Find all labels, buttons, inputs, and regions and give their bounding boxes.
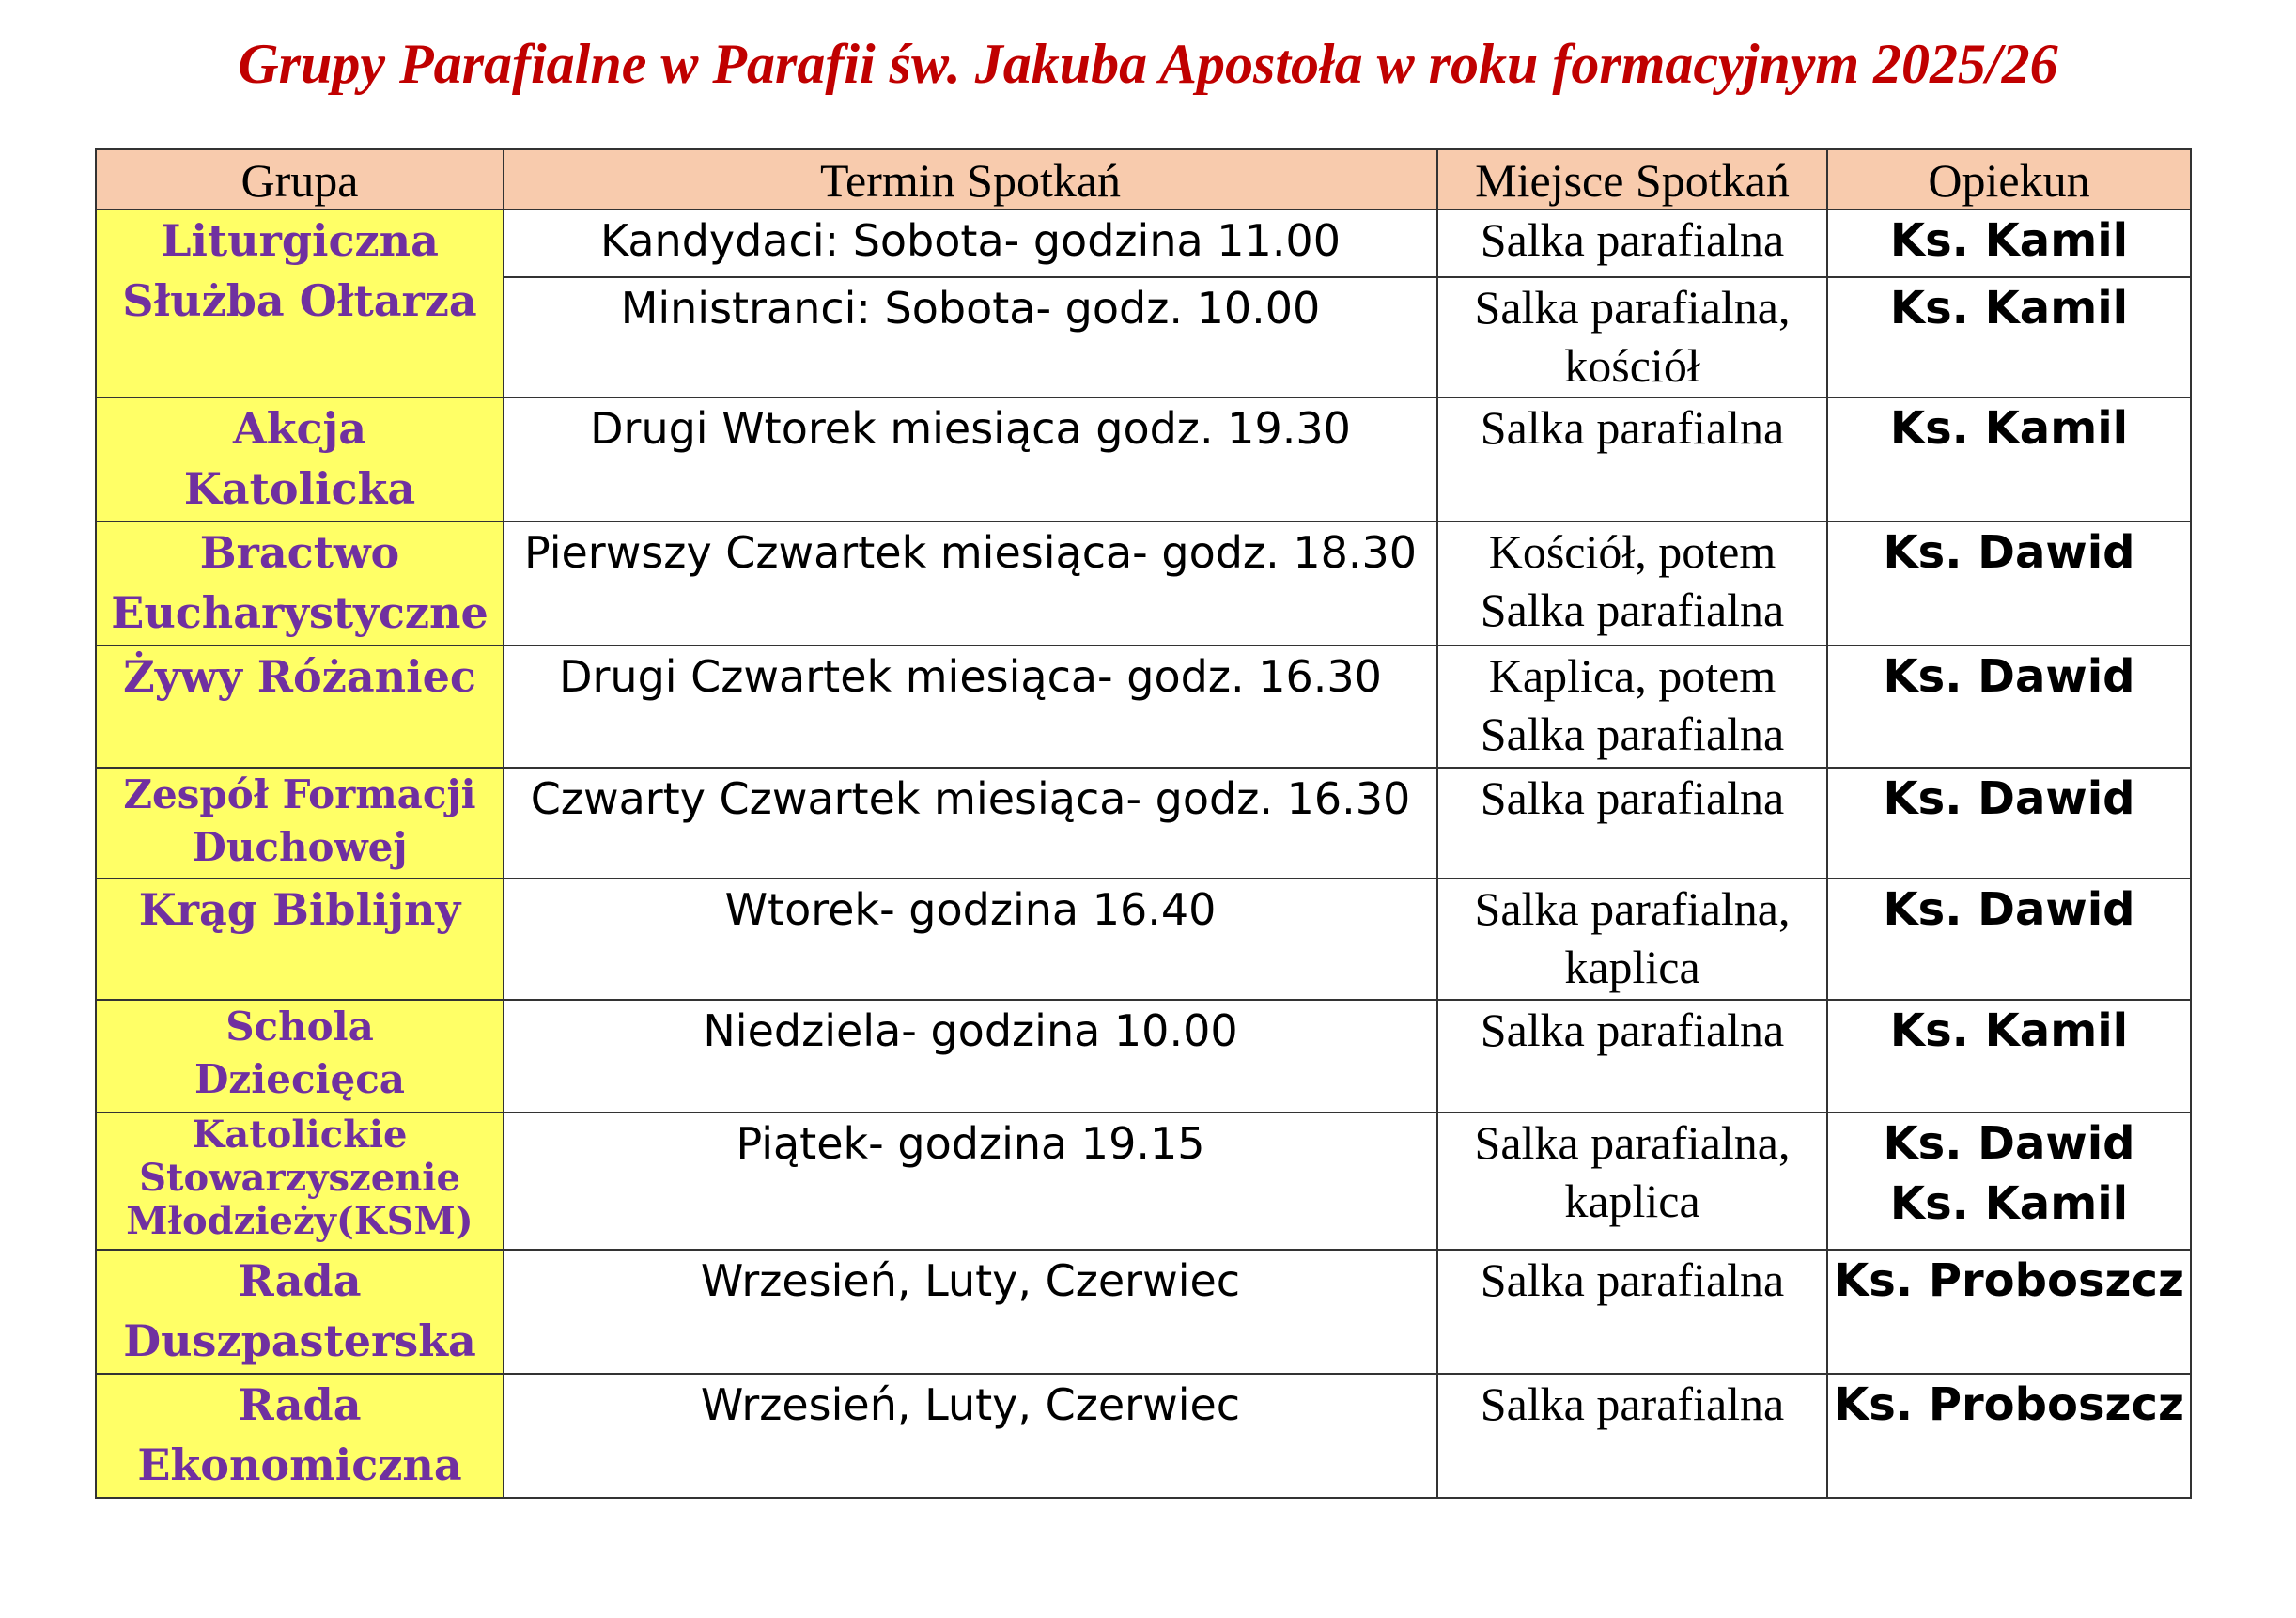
header-term: Termin Spotkań <box>504 149 1437 210</box>
keeper-line: Ks. Dawid <box>1883 650 2135 703</box>
keeper-line: Ks. Dawid <box>1883 883 2135 936</box>
place-cell <box>1437 1112 1827 1250</box>
term-cell: Czwarty Czwartek miesiąca- godz. 16.30 <box>504 768 1437 879</box>
keeper-line: Ks. Dawid <box>1883 772 2135 825</box>
table-row <box>96 1374 2191 1498</box>
table-row <box>96 646 2191 768</box>
place-line: Salka parafialna <box>1480 1253 1785 1306</box>
place-line: Salka parafialna <box>1480 708 1785 760</box>
group-cell <box>96 1374 504 1498</box>
place-line: kościół <box>1564 339 1700 392</box>
keeper-cell <box>1827 210 2191 277</box>
group-name-line: Żywy Różaniec <box>123 651 476 702</box>
term-cell: Pierwszy Czwartek miesiąca- godz. 18.30 <box>504 521 1437 646</box>
keeper-cell <box>1827 521 2191 646</box>
term-cell: Wrzesień, Luty, Czerwiec <box>504 1374 1437 1498</box>
group-cell <box>96 646 504 768</box>
table-row <box>96 1112 2191 1250</box>
keeper-cell <box>1827 397 2191 521</box>
term-cell: Wrzesień, Luty, Czerwiec <box>504 1250 1437 1374</box>
group-name-line: Katolicka <box>183 463 416 514</box>
place-line: Salka parafialna <box>1480 771 1785 824</box>
header-group: Grupa <box>96 149 504 210</box>
term-cell: Piątek- godzina 19.15 <box>504 1112 1437 1250</box>
group-name-line: Dziecięca <box>194 1056 405 1102</box>
group-cell <box>96 1250 504 1374</box>
group-name-line: Bractwo <box>199 527 400 578</box>
place-line: Salka parafialna, <box>1474 1116 1791 1169</box>
group-name-line: Stowarzyszenie <box>139 1156 460 1200</box>
place-cell <box>1437 879 1827 1000</box>
place-cell <box>1437 1374 1827 1498</box>
group-name-line: Akcja <box>232 403 367 454</box>
group-cell <box>96 879 504 1000</box>
place-line: Salka parafialna <box>1480 1003 1785 1056</box>
place-line: Salka parafialna <box>1480 213 1785 266</box>
place-cell <box>1437 397 1827 521</box>
keeper-cell <box>1827 646 2191 768</box>
group-name-line: Krąg Biblijny <box>138 884 461 935</box>
group-name-line: Eucharystyczne <box>111 587 489 638</box>
group-name-line: Rada <box>238 1255 362 1306</box>
place-line: Salka parafialna, <box>1474 281 1791 334</box>
place-line: kaplica <box>1564 941 1700 993</box>
group-name-line: Schola <box>225 1003 374 1050</box>
keeper-cell <box>1827 1250 2191 1374</box>
keeper-cell <box>1827 277 2191 397</box>
group-cell <box>96 397 504 521</box>
group-name-line: Duchowej <box>192 824 408 870</box>
place-cell <box>1437 277 1827 397</box>
group-cell <box>96 210 504 397</box>
group-name-line: Ekonomiczna <box>137 1439 462 1490</box>
table-row <box>96 210 2191 277</box>
group-name-line: Młodzieży(KSM) <box>126 1199 473 1243</box>
header-keeper: Opiekun <box>1827 149 2191 210</box>
place-line: Salka parafialna <box>1480 1377 1785 1430</box>
term-cell: Kandydaci: Sobota- godzina 11.00 <box>504 210 1437 277</box>
table-row <box>96 1250 2191 1374</box>
table-row <box>96 521 2191 646</box>
table-header-row <box>96 149 2191 210</box>
table-row <box>96 1000 2191 1112</box>
table-row <box>96 768 2191 879</box>
group-name-line: Służba Ołtarza <box>122 275 477 326</box>
keeper-line: Ks. Proboszcz <box>1834 1254 2184 1307</box>
keeper-line: Ks. Kamil <box>1889 1004 2129 1057</box>
place-line: Kaplica, potem <box>1488 649 1776 702</box>
keeper-cell <box>1827 1374 2191 1498</box>
header-place: Miejsce Spotkań <box>1437 149 1827 210</box>
place-cell <box>1437 646 1827 768</box>
term-cell: Niedziela- godzina 10.00 <box>504 1000 1437 1112</box>
group-cell <box>96 521 504 646</box>
keeper-cell <box>1827 768 2191 879</box>
group-name-line: Katolickie <box>192 1112 408 1157</box>
term-cell: Wtorek- godzina 16.40 <box>504 879 1437 1000</box>
keeper-line: Ks. Kamil <box>1889 214 2129 267</box>
table-row <box>96 879 2191 1000</box>
place-line: kaplica <box>1564 1175 1700 1227</box>
keeper-cell <box>1827 1000 2191 1112</box>
place-cell <box>1437 768 1827 879</box>
term-cell: Ministranci: Sobota- godz. 10.00 <box>504 277 1437 397</box>
groups-table <box>95 148 2192 1499</box>
keeper-line: Ks. Kamil <box>1889 402 2129 455</box>
place-line: Kościół, potem <box>1488 525 1776 578</box>
keeper-cell <box>1827 879 2191 1000</box>
group-name-line: Duszpasterska <box>123 1315 476 1366</box>
place-line: Salka parafialna <box>1480 401 1785 454</box>
place-line: Salka parafialna, <box>1474 882 1791 935</box>
page-title: Grupy Parafialne w Parafii św. Jakuba Apostoła w roku formacyjnym 2025/26 <box>238 33 2058 95</box>
keeper-cell <box>1827 1112 2191 1250</box>
place-line: Salka parafialna <box>1480 583 1785 636</box>
group-name-line: Liturgiczna <box>161 215 439 266</box>
place-cell <box>1437 521 1827 646</box>
place-cell <box>1437 210 1827 277</box>
term-cell: Drugi Wtorek miesiąca godz. 19.30 <box>504 397 1437 521</box>
keeper-line: Ks. Proboszcz <box>1834 1378 2184 1431</box>
table-row <box>96 397 2191 521</box>
group-name-line: Zespół Formacji <box>123 771 476 817</box>
place-cell <box>1437 1250 1827 1374</box>
group-name-line: Rada <box>238 1379 362 1430</box>
keeper-line: Ks. Kamil <box>1889 1177 2129 1230</box>
keeper-line: Ks. Kamil <box>1889 282 2129 334</box>
keeper-line: Ks. Dawid <box>1883 526 2135 579</box>
place-cell <box>1437 1000 1827 1112</box>
group-cell <box>96 1112 504 1250</box>
term-cell: Drugi Czwartek miesiąca- godz. 16.30 <box>504 646 1437 768</box>
group-cell <box>96 768 504 879</box>
keeper-line: Ks. Dawid <box>1883 1117 2135 1170</box>
group-cell <box>96 1000 504 1112</box>
